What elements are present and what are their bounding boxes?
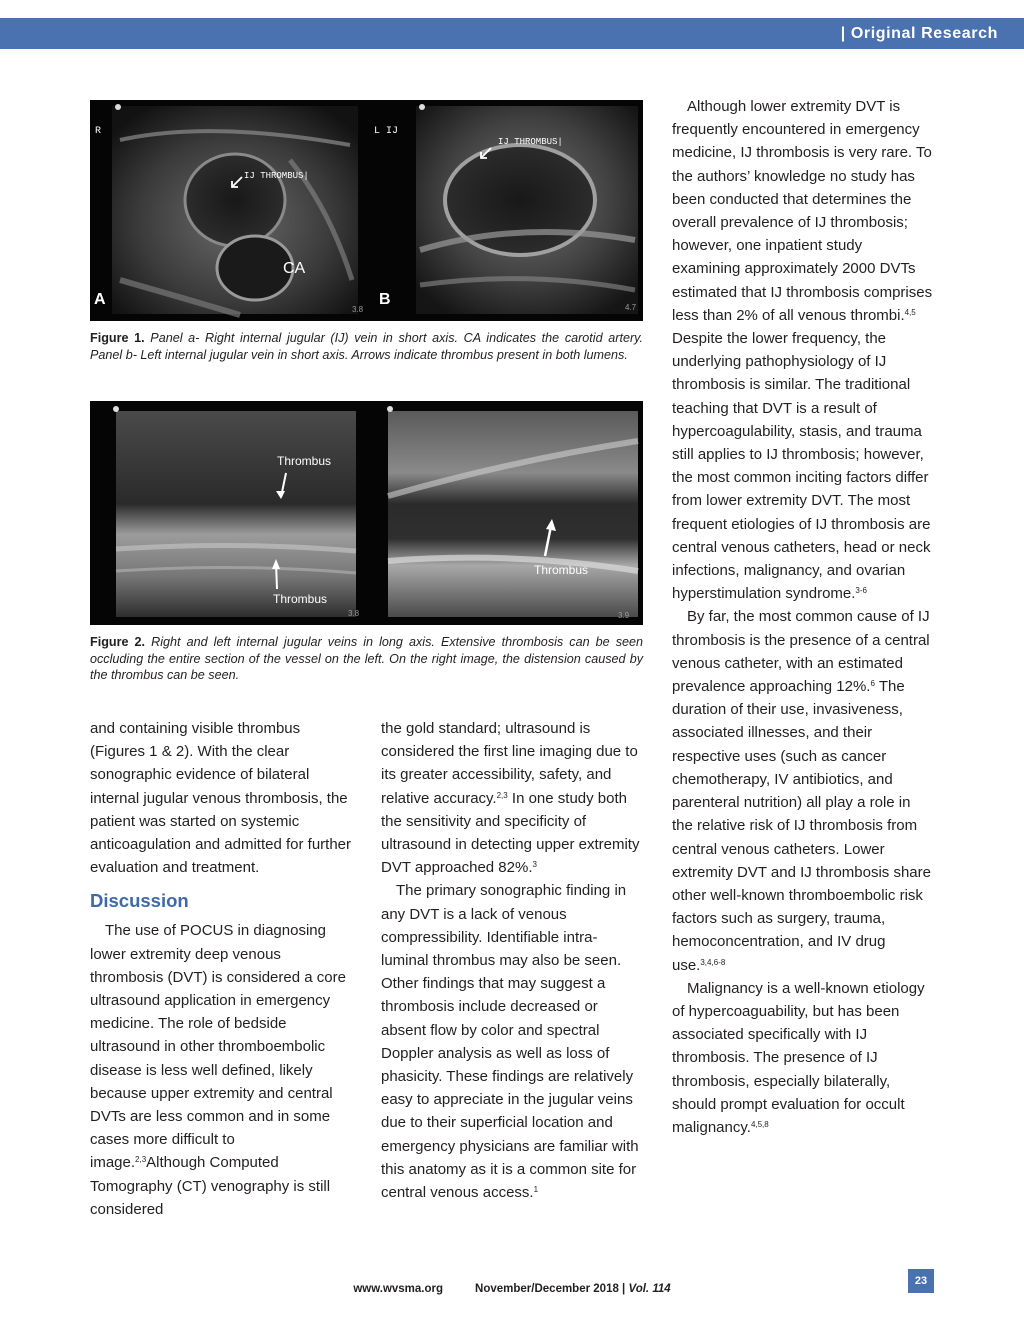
figure1-image <box>90 100 643 321</box>
side-label-r: R <box>95 126 102 137</box>
column3-paragraph: By far, the most common cause of IJ thrombosis is the presence of a central venous catheter, with an estimated prevalence approaching 12%.$^6$ The duration of their use, invasiveness, associated illnesses, and their respective uses (such as cancer chemotherapy, IV antibiotics, and parenteral nutrition) all play a role in the relative risk of IJ thrombosis from central venous catheters. Lower extremity DVT and IJ thrombosis share other well-known thromboembolic risk factors such as surgery, trauma, hemoconcentration, and IV drug use.$^{3,4,6-8}$ <box>672 608 931 974</box>
column1-paragraph: and containing visible thrombus (Figures 1 & 2). With the clear sonographic evidence of bilateral internal jugular venous thrombosis, the patient was started on systemic anticoagulation and admitted for further evaluation and treatment. <box>90 720 351 877</box>
citation: 3-6 <box>855 586 867 596</box>
footer-issue: November/December 2018 | <box>475 1283 629 1295</box>
right-longitudinal-scan <box>388 411 638 617</box>
citation: 4,5,8 <box>750 1119 769 1129</box>
figure2-caption-text: Right and left internal jugular veins in long axis. Extensive thrombosis can be seen occluding the entire section of the vessel on the left. On the right image, the distension caused by the thrombus can be seen. <box>90 635 644 682</box>
citation: 3,4,6-8 <box>700 957 726 967</box>
section-label: | Original Research <box>840 25 998 42</box>
panel-letter-a: A <box>94 291 106 308</box>
footer <box>0 1283 1024 1295</box>
figure1-caption-text: Panel a- Right internal jugular (IJ) vein in short axis. CA indicates the carotid artery. Panel b- Left internal jugular vein in short axis. Arrows indicate thrombus present in both lumens. <box>90 331 644 362</box>
column3-paragraph: Malignancy is a well-known etiology of hypercoaguability, but has been associated specifically with IJ thrombosis. The presence of IJ thrombosis, especially bilaterally, should prompt evaluation for occult malignancy.$^{4,5,8}$ <box>672 979 925 1136</box>
column-2 <box>381 717 643 1204</box>
annotation-ij-thrombus: IJ THROMBUS| <box>498 137 563 147</box>
column-3 <box>672 95 934 1139</box>
citation: 2,3 <box>496 790 508 800</box>
citation: 4,5 <box>904 307 916 317</box>
thrombus-label-top: Thrombus <box>277 454 332 468</box>
figure2-ultrasound <box>90 401 643 625</box>
depth-readout: 3.9 <box>618 611 630 620</box>
carotid-label: CA <box>283 260 306 277</box>
column3-paragraph: Although lower extremity DVT is frequently encountered in emergency medicine, IJ thrombosis is very rare. To the authors’ knowledge no study has been conducted that determines the overall prevalence of IJ thrombosis; however, one inpatient study examining approximately 2000 DVTs estimated that IJ thrombosis comprises less than 2% of all venous thrombi.$^{4,5}$ Despite the lower frequency, the underlying pathophysiology of IJ thrombosis is similar. The traditional teaching that DVT is a result of hypercoagulability, stasis, and trauma still applies to IJ thrombosis; however, the most common inciting factors differ from lower extremity DVT. The most frequent etiologies of IJ thrombosis are central venous catheters, head or neck infections, malignancy, and ovarian hyperstimulation syndrome.$^{3-6}$ <box>672 98 933 603</box>
header-bar <box>0 18 1024 49</box>
page-number: 23 <box>908 1269 934 1293</box>
thrombus-label-bottom: Thrombus <box>273 592 328 606</box>
column2-paragraph: the gold standard; ultrasound is considered the first line imaging due to its greater accessibility, safety, and relative accuracy.$^{2,3}$ In one study both the sensitivity and specificity of ultrasound in detecting upper extremity DVT approached 82%.$^3$ <box>381 720 640 877</box>
thrombus-label-right: Thrombus <box>534 563 589 577</box>
panel-letter-b: B <box>379 291 391 308</box>
figure2-caption <box>90 634 643 684</box>
annotation-ij-thrombus: IJ THROMBUS| <box>244 171 309 181</box>
citation: 6 <box>870 679 875 689</box>
citation: 3 <box>532 860 537 870</box>
figure2-label: Figure 2. <box>90 635 146 649</box>
column1-paragraph: The use of POCUS in diagnosing lower extremity deep venous thrombosis (DVT) is considered a core ultrasound application in emergency medicine. The role of bedside ultrasound in other thromboembolic disease is less well defined, likely because upper extremity and central DVTs are less common and in some cases more difficult to image.$^{2,3}$Although Computed Tomography (CT) venography is still considered <box>90 922 346 1218</box>
column2-paragraph: The primary sonographic finding in any DVT is a lack of venous compressibility. Identifiable intra-luminal thrombus may also be seen. Other findings that may suggest a thrombosis include decreased or absent flow by color and spectral Doppler analysis as well as loss of phasicity. These findings are relatively easy to appreciate in the jugular veins due to their superficial location and emergency physicians are familiar with this anatomy as it is a common site for central venous access.$^1$ <box>381 882 639 1202</box>
citation: 1 <box>533 1185 539 1195</box>
figure2-image <box>90 401 643 625</box>
depth-readout: 3.8 <box>352 305 364 314</box>
side-label-l-ij: L IJ <box>374 126 399 137</box>
column-1 <box>90 717 352 1221</box>
depth-readout: 4.7 <box>625 303 637 312</box>
figure1-label: Figure 1. <box>90 331 145 345</box>
footer-volume: Vol. 114 <box>628 1283 671 1295</box>
footer-website: www.wvsma.org <box>353 1283 444 1295</box>
discussion-heading: Discussion <box>90 890 189 912</box>
figure1-caption <box>90 330 643 363</box>
left-longitudinal-scan <box>116 411 356 617</box>
figure1-ultrasound <box>90 100 643 321</box>
citation: 2,3 <box>135 1155 147 1165</box>
depth-readout: 3.8 <box>348 609 360 618</box>
